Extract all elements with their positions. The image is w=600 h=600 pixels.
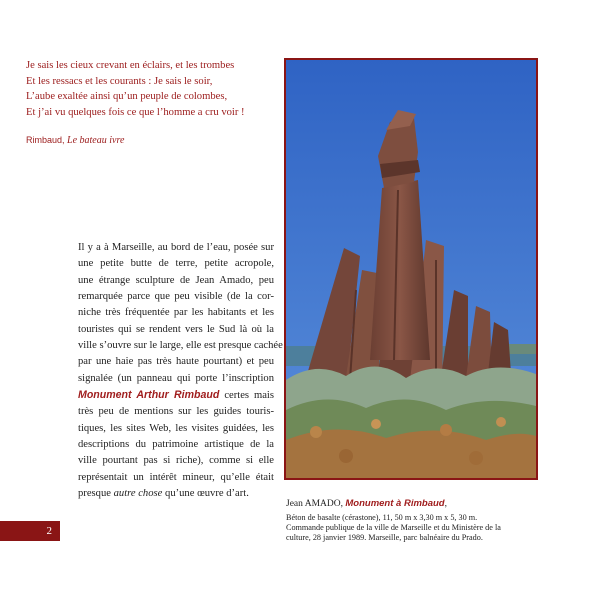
body-line: signalée (un panneau qui porte l’inscription	[78, 372, 274, 384]
body-line: ville pourtant pas si riche), comme si elle	[78, 455, 274, 467]
body-line-rest: certes mais	[224, 390, 274, 402]
caption-line: Béton de basalte (cérastone), 11, 50 m x 3,30 m x 5, 30 m.	[286, 513, 478, 522]
epigraph-poem	[26, 58, 276, 120]
body-last-italic: autre chose	[113, 488, 163, 500]
monument-photo	[284, 58, 538, 480]
poem-line: Et les ressacs et les courants : Je sais le soir,	[26, 75, 213, 87]
poem-work-title: Le bateau ivre	[67, 135, 125, 146]
caption-work-title: Monument à Rimbaud	[345, 498, 445, 509]
body-paragraph	[78, 240, 283, 503]
poem-line: Et j’ai vu quelques fois ce que l’homme a cru voir !	[26, 106, 245, 118]
caption-line: culture, 28 janvier 1989. Marseille, parc balnéaire du Prado.	[286, 533, 483, 543]
body-line: par une haie pas très haute pourtant) et peu	[78, 356, 274, 368]
body-last-post: qu’une œuvre d’art.	[165, 488, 249, 500]
body-line: représentait un intérêt mineur, qu’elle était	[78, 471, 274, 483]
caption-title	[286, 498, 536, 510]
body-last-pre: presque	[78, 488, 111, 500]
body-line: tiques, les sites Web, les visites guidées, les	[78, 422, 274, 434]
body-line: une étrange sculpture de Jean Amado, peu	[78, 274, 274, 286]
photo-caption	[286, 498, 536, 544]
caption-title-punct: ,	[444, 499, 447, 509]
poem-line: Je sais les cieux crevant en éclairs, et les trombes	[26, 60, 235, 71]
poem-line: L’aube exaltée ainsi qu’un peuple de colombes,	[26, 91, 228, 103]
caption-artist: Jean AMADO,	[286, 499, 343, 509]
epigraph-attribution	[26, 135, 124, 146]
page-number-tab	[0, 521, 60, 541]
monument-photo-image	[286, 60, 536, 478]
body-line: remarquée parce que peu visible (de la cor-	[78, 291, 274, 303]
page-number: 2	[46, 525, 52, 537]
body-line: niche très fréquentée par les habitants et les	[78, 307, 274, 319]
body-line-highlight	[78, 387, 274, 404]
body-line: très peu de mentions sur les guides touris-	[78, 406, 274, 418]
body-line: Il y a à Marseille, au bord de l’eau, posée sur	[78, 242, 274, 253]
caption-line: Commande publique de la ville de Marseille et du Ministère de la	[286, 523, 501, 533]
poem-author: Rimbaud,	[26, 135, 65, 145]
body-line: ville s’ouvre sur le large, elle est presque cachée	[78, 340, 283, 352]
body-line: descriptions du patrimoine artistique de la	[78, 439, 274, 451]
body-line: touristes qui se rendent vers le Sud là où la	[78, 323, 274, 335]
body-line: une petite butte de terre, petite acropole,	[78, 258, 274, 270]
body-line-last	[78, 486, 274, 502]
monument-name-highlight: Monument Arthur Rimbaud	[78, 389, 220, 402]
